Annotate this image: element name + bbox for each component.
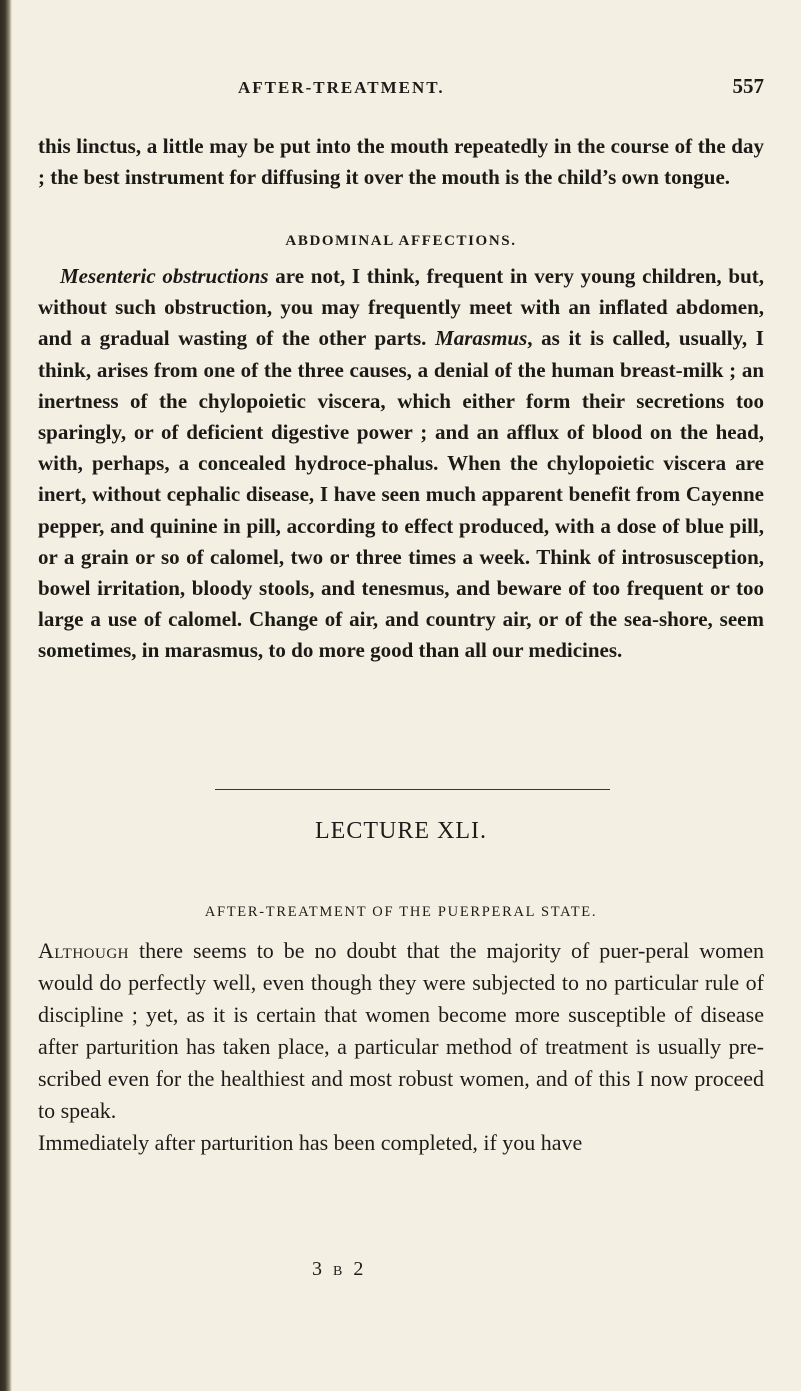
term-marasmus: Marasmus (435, 326, 528, 351)
signature-letter: B (333, 1264, 346, 1279)
page-binding-edge (0, 0, 12, 1391)
lecture-paragraph-1-text: there seems to be no doubt that the majority of puer-peral women would do perfectly well, even though they were subjected to no particular rule of discipline ; yet, as it is certain that women become more susceptible of disease after parturition has taken place, a particular method of treatment is usually pre-scribed even for the healthiest and most robust women, and of this I now proceed to speak. (38, 938, 764, 1123)
running-head (38, 74, 764, 104)
lecture-paragraph-block (38, 935, 764, 1159)
page-number: 557 (732, 74, 764, 98)
lecture-paragraph-2: Immediately after parturition has been completed, if you have (38, 1130, 583, 1155)
signature-mark (312, 1258, 366, 1281)
section-divider-rule (215, 789, 610, 790)
paragraph-text-part1: are not, I think, frequent in very young children, but, without such obstruction, you may frequently meet with an inflated abdomen, and a gradual wasting of the other parts. (38, 264, 764, 351)
lecture-paragraph-1 (38, 935, 764, 1127)
abdominal-paragraph (38, 261, 764, 667)
signature-number-1: 3 (312, 1258, 325, 1280)
paragraph-text-part2: , as it is called, usually, I think, arises from one of the three causes, a denial of the human breast-milk ; an inertness of the chylopoietic viscera, which either form their secretions too sparingly, or of deficient digestive power ; and an afflux of blood on the head, with, perhaps, a concealed hydroce-phalus. When the chylopoietic viscera are inert, without cephalic disease, I have seen much apparent benefit from Cayenne pepper, and quinine in pill, according to effect produced, with a dose of blue pill, or a grain or so of calomel, two or three times a week. Think of introsusception, bowel irritation, bloody stools, and tenesmus, and beware of too frequent or too large a use of calomel. Change of air, and country air, or of the sea-shore, seem sometimes, in marasmus, to do more good than all our medicines. (38, 326, 764, 663)
term-mesenteric: Mesenteric obstructions (60, 264, 269, 288)
intro-paragraph: this linctus, a little may be put into the mouth repeatedly in the course of the day ; the best instrument for diffusing it over the mouth is the child’s own tongue. (38, 134, 764, 190)
signature-number-2: 2 (353, 1258, 367, 1280)
lecture-subtitle: AFTER-TREATMENT OF THE PUERPERAL STATE. (204, 904, 598, 920)
lead-word: Although (38, 938, 129, 963)
section-heading-abdominal: ABDOMINAL AFFECTIONS. (285, 233, 517, 249)
abdominal-paragraph-block (38, 261, 764, 667)
lecture-title: LECTURE XLI. (315, 818, 487, 844)
intro-paragraph-block (38, 131, 764, 193)
running-title: AFTER-TREATMENT. (238, 78, 445, 97)
